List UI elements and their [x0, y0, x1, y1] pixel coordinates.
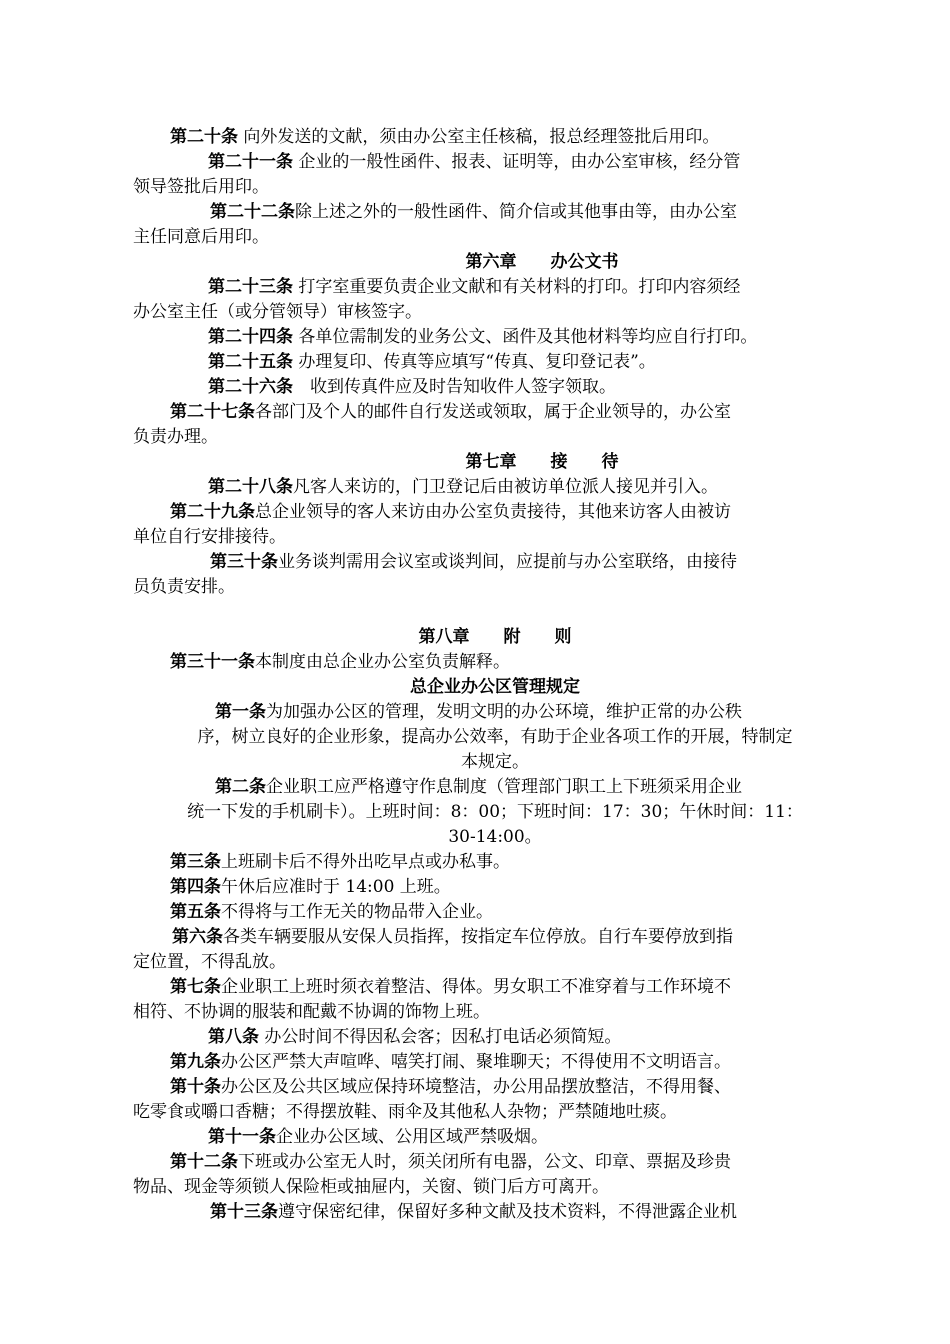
- rule-6: 第六条各类车辆要服从安保人员指挥，按指定车位停放。自行车要停放到指: [172, 927, 733, 947]
- regulation-title: 总企业办公区管理规定: [410, 677, 580, 697]
- article-30-cont: 员负责安排。: [133, 577, 235, 597]
- rule-2-cont-2: 30-14:00。: [448, 827, 542, 847]
- rule-9: 第九条办公区严禁大声喧哗、嘻笑打闹、聚堆聊天；不得使用不文明语言。: [170, 1052, 731, 1072]
- rule-1-cont: 序，树立良好的企业形象，提高办公效率，有助于企业各项工作的开展，特制定: [197, 727, 793, 747]
- article-27-cont: 负责办理。: [133, 427, 218, 447]
- article-31: 第三十一条本制度由总企业办公室负责解释。: [170, 652, 510, 672]
- rule-10: 第十条办公区及公共区域应保持环境整洁，办公用品摆放整洁，不得用餐、: [170, 1077, 731, 1097]
- article-22-cont: 主任同意后用印。: [133, 227, 269, 247]
- article-29: 第二十九条总企业领导的客人来访由办公室负责接待，其他来访客人由被访: [170, 502, 731, 522]
- article-24: 第二十四条 各单位需制发的业务公文、函件及其他材料等均应自行打印。: [208, 327, 758, 347]
- rule-1: 第一条为加强办公区的管理，发明文明的办公环境，维护正常的办公秩: [215, 702, 742, 722]
- article-30: 第三十条业务谈判需用会议室或谈判间，应提前与办公室联络，由接待: [210, 552, 737, 572]
- article-28: 第二十八条凡客人来访的，门卫登记后由被访单位派人接见并引入。: [208, 477, 718, 497]
- rule-7-cont: 相符、不协调的服装和配戴不协调的饰物上班。: [133, 1002, 490, 1022]
- rule-12-cont: 物品、现金等须锁人保险柜或抽屉内，关窗、锁门后方可离开。: [133, 1177, 609, 1197]
- rule-7: 第七条企业职工上班时须衣着整洁、得体。男女职工不准穿着与工作环境不: [170, 977, 731, 997]
- article-21: 第二十一条 企业的一般性函件、报表、证明等，由办公室审核，经分管: [208, 152, 741, 172]
- article-27: 第二十七条各部门及个人的邮件自行发送或领取，属于企业领导的，办公室: [170, 402, 731, 422]
- article-23: 第二十三条 打字室重要负责企业文献和有关材料的打印。打印内容须经: [208, 277, 741, 297]
- rule-1-cont-2: 本规定。: [461, 752, 529, 772]
- article-23-cont: 办公室主任（或分管领导）审核签字。: [133, 302, 422, 322]
- chapter-6-heading: 第六章 办公文书: [465, 252, 619, 272]
- article-26: 第二十六条 收到传真件应及时告知收件人签字领取。: [208, 377, 616, 397]
- rule-3: 第三条上班刷卡后不得外出吃早点或办私事。: [170, 852, 510, 872]
- rule-4: 第四条午休后应准时于 14:00 上班。: [170, 877, 451, 897]
- article-20: 第二十条 向外发送的文献，须由办公室主任核稿，报总经理签批后用印。: [170, 127, 720, 147]
- rule-13: 第十三条遵守保密纪律，保留好多种文献及技术资料，不得泄露企业机: [210, 1202, 737, 1222]
- rule-5: 第五条不得将与工作无关的物品带入企业。: [170, 902, 493, 922]
- rule-11: 第十一条企业办公区域、公用区域严禁吸烟。: [208, 1127, 548, 1147]
- article-21-cont: 领导签批后用印。: [133, 177, 269, 197]
- article-25: 第二十五条 办理复印、传真等应填写“传真、复印登记表”。: [208, 352, 656, 372]
- rule-2: 第二条企业职工应严格遵守作息制度（管理部门职工上下班须采用企业: [215, 777, 742, 797]
- rule-8: 第八条 办公时间不得因私会客；因私打电话必须简短。: [208, 1027, 622, 1047]
- article-22: 第二十二条除上述之外的一般性函件、简介信或其他事由等，由办公室: [210, 202, 737, 222]
- rule-12: 第十二条下班或办公室无人时，须关闭所有电器，公文、印章、票据及珍贵: [170, 1152, 731, 1172]
- rule-6-cont: 定位置，不得乱放。: [133, 952, 286, 972]
- article-29-cont: 单位自行安排接待。: [133, 527, 286, 547]
- rule-2-cont: 统一下发的手机刷卡）。上班时间：8：00；下班时间：17：30；午休时间：11：: [187, 802, 803, 822]
- rule-10-cont: 吃零食或嚼口香糖；不得摆放鞋、雨伞及其他私人杂物；严禁随地吐痰。: [133, 1102, 677, 1122]
- chapter-8-heading: 第八章 附 则: [418, 627, 572, 647]
- chapter-7-heading: 第七章 接 待: [465, 452, 619, 472]
